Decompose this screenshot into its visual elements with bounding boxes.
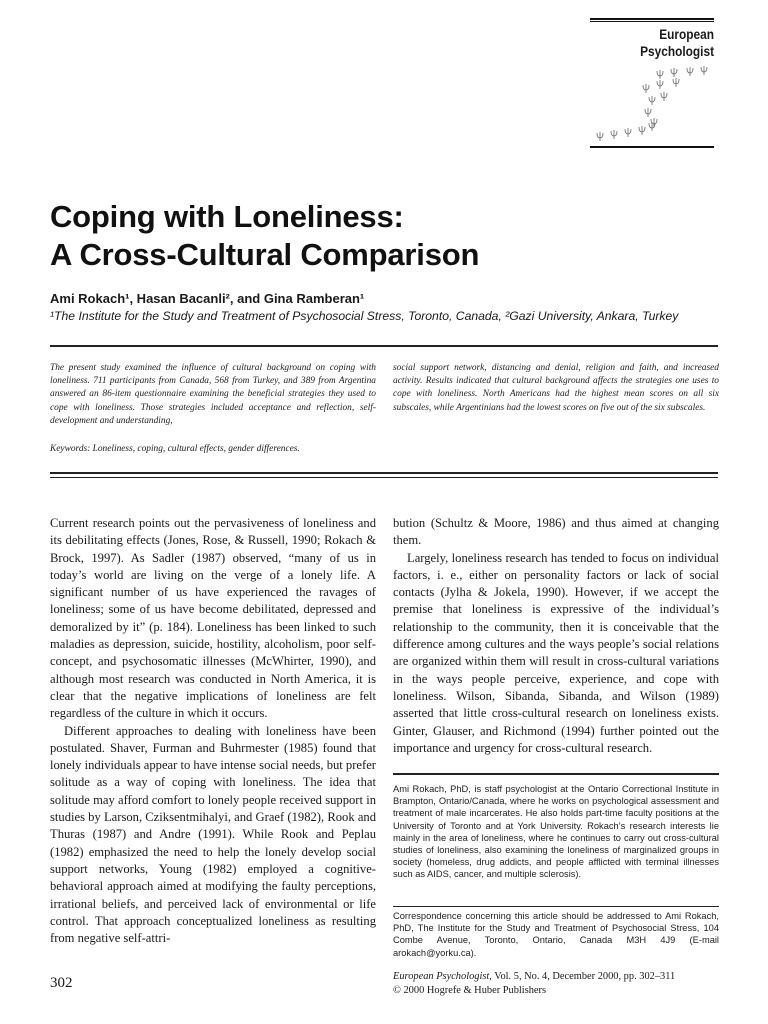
abstract-top-rule	[50, 345, 718, 347]
logo-rule-top-thin	[590, 21, 714, 22]
journal-citation	[393, 970, 719, 998]
logo-rule-bottom	[590, 146, 714, 148]
journal-name-line1: European	[659, 27, 714, 42]
copyright: © 2000 Hogrefe & Huber Publishers	[393, 985, 547, 996]
page-number: 302	[50, 975, 73, 991]
abstract-bottom-rule-thin	[50, 477, 718, 478]
keywords: Keywords: Loneliness, coping, cultural effects, gender differences.	[50, 444, 300, 454]
logo-rule-top	[590, 18, 714, 20]
body-right-column	[393, 515, 719, 757]
abstract-right-column: social support network, distancing and denial, religion and faith, and increased activity. Results indicated that cultural background affects the strategies one uses to cope with loneliness. North Americans had the highest mean scores on all six subscales, while Argentinians had the lowest scores on five out of the six subscales.	[393, 363, 719, 413]
abstract-left-column: The present study examined the influence of cultural background on coping with loneliness. 711 participants from Canada, 568 from Turkey, and 389 from Argentina answered an 86-item questionnaire examining the beneficial strategies they used to cope with loneliness. Those strategies included acceptance and reflection, self-development and understanding,	[50, 363, 376, 426]
citation-details: , Vol. 5, No. 4, December 2000, pp. 302–311	[489, 971, 676, 982]
journal-name	[640, 26, 714, 60]
article-title	[50, 198, 730, 274]
body-paragraph: Current research points out the pervasiveness of loneliness and its debilitating effects (Jones, Rose, & Russell, 1990; Rokach & Brock, 1997). As Sadler (1987) observed, “many of us in today’s world are living on the verge of a lonely life. A significant number of us have experienced the ravages of loneliness; some of us have become debilitated, depressed and demoralized by it” (p. 184). Loneliness has been linked to such maladies as depression, suicide, hostility, alcoholism, poor self-concept, and psychosomatic illnesses (McWhirter, 1990), and although most research was conducted in North America, it is clear that the negative implications of loneliness are felt regardless of the culture in which it occurs.	[50, 516, 376, 721]
journal-name-line2: Psychologist	[640, 44, 714, 59]
citation-journal: European Psychologist	[393, 971, 490, 982]
body-paragraph: Largely, loneliness research has tended to focus on individual factors, i. e., either on personality factors or lack of social contacts (Jylha & Jokela, 1990). However, if we accept the premise that loneliness is expressive of the individual’s relationship to the community, then it is conceivable that the difference among cultures and the ways people’s social relations are organized within them will result in cross-cultural variations in the ways people perceive, experience, and cope with loneliness. Wilson, Sibanda, Sibanda, and Wilson (1989) asserted that little cross-cultural research on loneliness exists. Ginter, Glauser, and Richmond (1994) further pointed out the importance and urgency for cross-cultural research.	[393, 550, 719, 755]
abstract-bottom-rule	[50, 472, 718, 474]
footnote-rule	[393, 773, 719, 775]
journal-logo	[590, 18, 714, 148]
title-line1: Coping with Loneliness:	[50, 199, 404, 234]
author-bio: Ami Rokach, PhD, is staff psychologist at the Ontario Correctional Institute in Brampton, Ontario/Canada, where he works on psychological assessment and treatment of male incarcerates. He also holds part-time faculty positions at the University of Toronto and at York University. Rokach’s research interests lie mainly in the area of loneliness, where he continues to carry out cross-cultural studies of loneliness, also examining the loneliness of marginalized groups in society (homeless, drug addicts, and people afflicted with terminal illnesses such as AIDS, cancer, and multiple sclerosis).	[393, 784, 719, 880]
author-list: Ami Rokach¹, Hasan Bacanli², and Gina Ramberan¹	[50, 291, 365, 306]
body-paragraph: bution (Schultz & Moore, 1986) and thus aimed at changing them.	[393, 516, 719, 548]
correspondence-note: Correspondence concerning this article should be addressed to Ami Rokach, PhD, The Institute for the Study and Treatment of Psychosocial Stress, 104 Combe Avenue, Toronto, Ontario, Canada M3H 4J9 (E-mail arokach@yorku.ca).	[393, 911, 719, 958]
correspondence-rule	[393, 906, 719, 907]
title-line2: A Cross-Cultural Comparison	[50, 237, 480, 272]
citation-line	[393, 970, 719, 984]
psi-pattern-icon	[590, 66, 714, 148]
affiliation: ¹The Institute for the Study and Treatment of Psychosocial Stress, Toronto, Canada, ²Gazi University, Ankara, Turkey	[50, 309, 679, 323]
body-left-column	[50, 515, 376, 947]
body-paragraph: Different approaches to dealing with loneliness have been postulated. Shaver, Furman and Buhrmester (1985) found that lonely individuals appear to have intense social needs, but prefer solitude as a way of coping with loneliness. The idea that solitude may afford comfort to lonely people received support in studies by Larson, Cziksentmihalyi, and Graef (1982), Rook and Thuras (1987) and Andre (1991). While Rook and Peplau (1982) emphasized the need to help the lonely develop social support networks, Young (1982) employed a cognitive-behavioral approach aimed at modifying the faulty perceptions, irrational beliefs, and perceived lack of environmental or life control. That approach conceptualized loneliness as resulting from negative self-attri-	[50, 723, 376, 946]
